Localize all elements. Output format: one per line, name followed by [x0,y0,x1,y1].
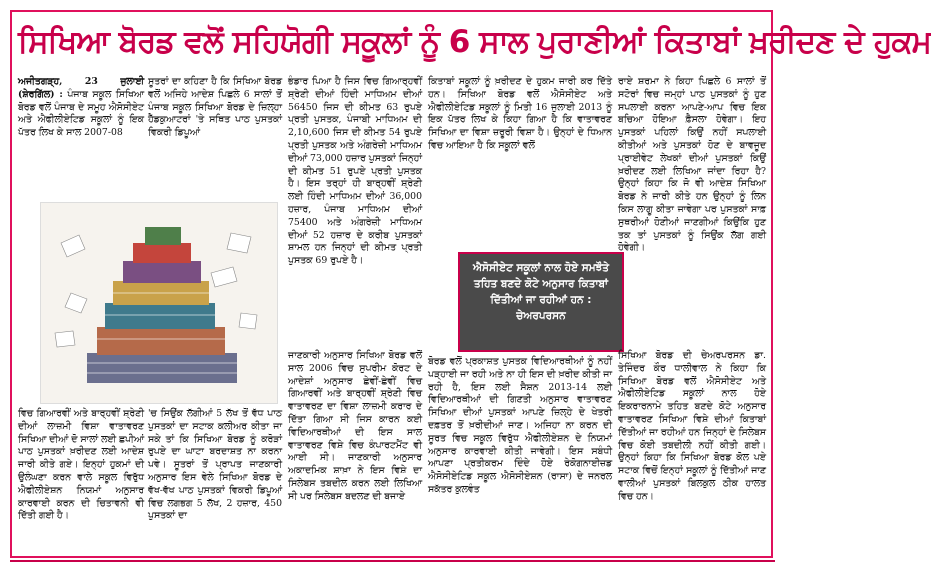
article-text: ਜਾਣਕਾਰੀ ਅਨੁਸਾਰ ਸਿਖਿਆ ਬੋਰਡ ਵਲੋਂ ਸਾਲ 2006 ਵਿਚ ਸੁਪਰੀਮ ਕੋਰਟ ਦੇ ਆਦੇਸ਼ਾਂ ਅਨੁਸਾਰ ਛੇਵੀਂ-ਛੇਵੀਂ ਵਿਚ ਗਿਆਰਵੀਂ ਅਤੇ ਬਾਰ੍ਹਵੀਂ ਸ਼੍ਰੇਣੀ ਵਿਚ ਵਾਤਾਵਰਣ ਦਾ ਵਿਸ਼ਾ ਲਾਜ਼ਮੀ ਕਰਾਰ ਦੇ ਦਿੱਤਾ ਗਿਆ ਸੀ ਜਿਸ ਕਾਰਨ ਕਈ ਵਿਦਿਆਰਥੀਆਂ ਦੀ ਇਸ ਸਾਲ ਵਾਤਾਵਰਣ ਵਿਸ਼ੇ ਵਿਚ ਕੰਪਾਰਟਮੈਂਟ ਵੀ ਆਈ ਸੀ। ਜਾਣਕਾਰੀ ਅਨੁਸਾਰ ਅਕਾਦਮਿਕ ਸ਼ਾਖ਼ਾ ਨੇ ਇਸ ਵਿਸ਼ੇ ਦਾ ਸਿਲੇਬਸ ਤਬਦੀਲ ਕਰਨ ਲਈ ਲਿਖਿਆ ਸੀ ਪਰ ਸਿਲੇਬਸ ਬਦਲਣ ਦੀ ਬਜਾਏ [288,350,422,502]
books-stack-image [41,203,277,403]
column-2-bottom [148,408,282,558]
article-text: ਰਾਏ ਸ਼ਰਮਾ ਨੇ ਕਿਹਾ ਪਿਛਲੇ 6 ਸਾਲਾਂ ਤੋਂ ਸਟੋਰਾਂ ਵਿਚ ਜਮ੍ਹਾਂ ਪਾਠ ਪੁਸਤਕਾਂ ਨੂੰ ਹੁਣ ਸਪਲਾਈ ਕਰਨਾ ਆਪਣੇ-ਆਪ ਵਿਚ ਇਕ ਬਚਿਆ ਹੋਇਆ ਫ਼ੈਸਲਾ ਹੋਵੇਗਾ। ਇਹ ਪੁਸਤਕਾਂ ਪਹਿਲਾਂ ਕਿਉਂ ਨਹੀਂ ਸਪਲਾਈ ਕੀਤੀਆਂ ਅਤੇ ਪੁਸਤਕਾਂ ਹੋਣ ਦੇ ਬਾਵਜੂਦ ਪ੍ਰਾਈਵੇਟ ਲੇਖਕਾਂ ਦੀਆਂ ਪੁਸਤਕਾਂ ਕਿਉਂ ਖ਼ਰੀਦਣ ਲਈ ਲਿਖਿਆ ਜਾਂਦਾ ਰਿਹਾ ਹੈ? ਉਨ੍ਹਾਂ ਕਿਹਾ ਕਿ ਜੋ ਵੀ ਆਦੇਸ਼ ਸਿਖਿਆ ਬੋਰਡ ਨੇ ਜਾਰੀ ਕੀਤੇ ਹਨ ਉਨ੍ਹਾਂ ਨੂੰ ਲਿਨ ਕਿਸ ਲਾਗੂ ਕੀਤਾ ਜਾਵੇਗਾ ਪਰ ਪੁਸਤਕਾਂ ਸਾਫ਼ ਸੁਥਰੀਆਂ ਹੋਣੀਆਂ ਜਾਣਗੀਆਂ ਕਿਉਂਕਿ ਹੁਣ ਤਕ ਤਾਂ ਪੁਸਤਕਾਂ ਨੂੰ ਸਿਉਂਕ ਲੱਗ ਗਈ ਹੋਵੇਗੀ। [618,76,766,254]
column-1-bottom [18,408,144,558]
pull-quote: ਐਸੋਸੀਏਟ ਸਕੂਲਾਂ ਨਾਲ ਹੋਏ ਸਮਝੌਤੇ ਤਹਿਤ ਬਣਦੇ ਕੋਟੇ ਅਨੁਸਾਰ ਕਿਤਾਬਾਂ ਦਿੱਤੀਆਂ ਜਾ ਰਹੀਆਂ ਹਨ : ਚੇਅਰਪਰਸਨ [458,252,624,352]
article-text: ਸੂਤਰਾਂ ਦਾ ਕਹਿਣਾ ਹੈ ਕਿ ਸਿਖਿਆ ਬੋਰਡ ਵਲੋਂ ਅਜਿਹੇ ਆਦੇਸ਼ ਪਿਛਲੇ 6 ਸਾਲਾਂ ਤੋਂ ਪੰਜਾਬ ਸਕੂਲ ਸਿਖਿਆ ਬੋਰਡ ਦੇ ਜ਼ਿਲ੍ਹਾ ਹੈੱਡਕੁਆਟਰਾਂ 'ਤੇ ਸਥਿਤ ਪਾਠ ਪੁਸਤਕਾਂ ਵਿਕਰੀ ਡਿਪੂਆਂ [148,76,282,139]
column-1-top [18,76,144,186]
article-text: ਸਿਖਿਆ ਬੋਰਡ ਦੀ ਚੇਅਰਪਰਸਨ ਡਾ. ਤੇਜਿੰਦਰ ਕੌਰ ਧਾਲੀਵਾਲ ਨੇ ਕਿਹਾ ਕਿ ਸਿਖਿਆ ਬੋਰਡ ਵਲੋਂ ਐਸੋਸੀਏਟ ਅਤੇ ਐਫੀਲੀਏਟਿਡ ਸਕੂਲਾਂ ਨਾਲ ਹੋਏ ਇਕਰਾਰਨਾਮੇ ਤਹਿਤ ਬਣਦੇ ਕੋਟੇ ਅਨੁਸਾਰ ਵਾਤਾਵਰਣ ਸਿਖਿਆ ਵਿਸ਼ੇ ਦੀਆਂ ਕਿਤਾਬਾਂ ਦਿੱਤੀਆਂ ਜਾ ਰਹੀਆਂ ਹਨ ਜਿਨ੍ਹਾਂ ਦੇ ਸਿਲੇਬਸ ਵਿਚ ਕੋਈ ਤਬਦੀਲੀ ਨਹੀਂ ਕੀਤੀ ਗਈ। ਉਨ੍ਹਾਂ ਕਿਹਾ ਕਿ ਸਿਖਿਆ ਬੋਰਡ ਕੋਲ ਪਏ ਸਟਾਕ ਵਿਚੋਂ ਇਨ੍ਹਾਂ ਸਕੂਲਾਂ ਨੂੰ ਦਿੱਤੀਆਂ ਜਾਣ ਵਾਲੀਆਂ ਪੁਸਤਕਾਂ ਬਿਲਕੁਲ ਠੀਕ ਹਾਲਤ ਵਿਚ ਹਨ। [618,350,766,502]
column-3-bottom [288,350,422,558]
column-4-top [428,76,612,246]
dateline: ਅਜੀਤਗੜ੍ਹ, 23 ਜੁਲਾਈ (ਸ਼ੇਰਗਿੱਲ) : [18,76,144,100]
bottom-rule [10,560,775,562]
books-stack-photo [40,202,278,404]
article-text: 'ਚ ਸਿਉਂਕ ਲੱਗੀਆਂ 5 ਲੱਖ ਤੋਂ ਵੱਧ ਪਾਠ ਪੁਸਤਕਾਂ ਦਾ ਸਟਾਕ ਕਲੀਅਰ ਕੀਤਾ ਜਾ ਸਕੇ ਤਾਂ ਕਿ ਸਿਖਿਆ ਬੋਰਡ ਨੂੰ ਕਰੋੜਾਂ ਰੁਪਏ ਦਾ ਘਾਟਾ ਬਰਦਾਸ਼ਤ ਨਾ ਕਰਨਾ ਪਵੇ। ਸੂਤਰਾਂ ਤੋਂ ਪ੍ਰਾਪਤ ਜਾਣਕਾਰੀ ਅਨੁਸਾਰ ਇਸ ਵੇਲੇ ਸਿਖਿਆ ਬੋਰਡ ਦੇ ਵੱਖ-ਵੱਖ ਪਾਠ ਪੁਸਤਕਾਂ ਵਿਕਰੀ ਡਿਪੂਆਂ ਵਿਚ ਲਗਭਗ 5 ਲੱਖ, 2 ਹਜ਼ਾਰ, 450 ਪੁਸਤਕਾਂ ਦਾ [148,408,282,522]
article-text: ਭੰਡਾਰ ਪਿਆ ਹੈ ਜਿਸ ਵਿਚ ਗਿਆਰ੍ਹਵੀਂ ਸ਼੍ਰੇਣੀ ਦੀਆਂ ਹਿੰਦੀ ਮਾਧਿਅਮ ਦੀਆਂ 56450 ਜਿਸ ਦੀ ਕੀਮਤ 63 ਰੁਪਏ ਪ੍ਰਤੀ ਪੁਸਤਕ, ਪੰਜਾਬੀ ਮਾਧਿਅਮ ਦੀ 2,10,600 ਜਿਸ ਦੀ ਕੀਮਤ 54 ਰੁਪਏ ਪ੍ਰਤੀ ਪੁਸਤਕ ਅਤੇ ਅੰਗਰੇਜ਼ੀ ਮਾਧਿਅਮ ਦੀਆਂ 73,000 ਹਜ਼ਾਰ ਪੁਸਤਕਾਂ ਜਿਨ੍ਹਾਂ ਦੀ ਕੀਮਤ 51 ਰੁਪਏ ਪ੍ਰਤੀ ਪੁਸਤਕ ਹੈ। ਇਸ ਤਰ੍ਹਾਂ ਹੀ ਬਾਰ੍ਹਵੀਂ ਸ਼੍ਰੇਣੀ ਲਈ ਹਿੰਦੀ ਮਾਧਿਅਮ ਦੀਆਂ 36,000 ਹਜ਼ਾਰ, ਪੰਜਾਬ ਮਾਧਿਅਮ ਦੀਆਂ 75400 ਅਤੇ ਅੰਗਰੇਜ਼ੀ ਮਾਧਿਅਮ ਦੀਆਂ 52 ਹਜ਼ਾਰ ਦੇ ਕਰੀਬ ਪੁਸਤਕਾਂ ਸ਼ਾਮਲ ਹਨ ਜਿਨ੍ਹਾਂ ਦੀ ਕੀਮਤ ਪ੍ਰਤੀ ਪੁਸਤਕ 69 ਰੁਪਏ ਹੈ। [288,76,422,267]
article-text: ਪੰਜਾਬ ਸਕੂਲ ਸਿਖਿਆ ਬੋਰਡ ਵਲੋਂ ਪੰਜਾਬ ਦੇ ਸਮੂਹ ਐਸੋਸੀਏਟ ਅਤੇ ਐਫੀਲੀਏਟਿਡ ਸਕੂਲਾਂ ਨੂੰ ਇਕ ਪੱਤਰ ਲਿਖ ਕੇ ਸਾਲ 2007-08 [18,88,144,139]
column-5-bottom [618,350,766,558]
article-frame [10,10,931,558]
headline: ਸਿਖਿਆ ਬੋਰਡ ਵਲੋਂ ਸਹਿਯੋਗੀ ਸਕੂਲਾਂ ਨੂੰ 6 ਸਾਲ ਪੁਰਾਣੀਆਂ ਕਿਤਾਬਾਂ ਖ਼ਰੀਦਣ ਦੇ ਹੁਕਮ [18,24,931,60]
column-4-bottom [428,356,612,558]
column-2-top [148,76,282,186]
article-text: ਬੋਰਡ ਵਲੋਂ ਪ੍ਰਕਾਸ਼ਤ ਪੁਸਤਕ ਵਿਦਿਆਰਥੀਆਂ ਨੂੰ ਨਹੀਂ ਪੜ੍ਹਾਈ ਜਾ ਰਹੀ ਅਤੇ ਨਾ ਹੀ ਇਸ ਦੀ ਖ਼ਰੀਦ ਕੀਤੀ ਜਾ ਰਹੀ ਹੈ, ਇਸ ਲਈ ਸੈਸ਼ਨ 2013-14 ਲਈ ਵਿਦਿਆਰਥੀਆਂ ਦੀ ਗਿਣਤੀ ਅਨੁਸਾਰ ਵਾਤਾਵਰਣ ਸਿਖਿਆ ਦੀਆਂ ਪੁਸਤਕਾਂ ਆਪਣੇ ਜ਼ਿਲ੍ਹੇ ਦੇ ਖੇਤਰੀ ਦਫ਼ਤਰ ਤੋਂ ਖ਼ਰੀਦੀਆਂ ਜਾਣ। ਅਜਿਹਾ ਨਾ ਕਰਨ ਦੀ ਸੂਰਤ ਵਿਚ ਸਕੂਲ ਵਿਰੁੱਧ ਐਫੀਲੀਏਸ਼ਨ ਦੇ ਨਿਯਮਾਂ ਅਨੁਸਾਰ ਕਾਰਵਾਈ ਕੀਤੀ ਜਾਵੇਗੀ। ਇਸ ਸਬੰਧੀ ਆਪਣਾ ਪ੍ਰਤੀਕਰਮ ਦਿੰਦੇ ਹੋਏ ਰੇਕੋਗਨਾਈਜ਼ਡ ਐਸੋਸੀਏਟਿਡ ਸਕੂਲ ਐਸੋਸੀਏਸ਼ਨ (ਰਾਸਾ) ਦੇ ਜਨਰਲ ਸਕੱਤਰ ਕੁਲਵੰਤ [428,356,612,495]
article-text: ਕਿਤਾਬਾਂ ਸਕੂਲਾਂ ਨੂੰ ਖ਼ਰੀਦਣ ਦੇ ਹੁਕਮ ਜਾਰੀ ਕਰ ਦਿੱਤੇ ਹਨ। ਸਿਖਿਆ ਬੋਰਡ ਵਲੋਂ ਐਸੋਸੀਏਟ ਅਤੇ ਐਫੀਲੀਏਟਿਡ ਸਕੂਲਾਂ ਨੂੰ ਮਿਤੀ 16 ਜੁਲਾਈ 2013 ਨੂੰ ਇਕ ਪੱਤਰ ਲਿਖ ਕੇ ਕਿਹਾ ਗਿਆ ਹੈ ਕਿ ਵਾਤਾਵਰਣ ਸਿਖਿਆ ਦਾ ਵਿਸ਼ਾ ਜ਼ਰੂਰੀ ਵਿਸ਼ਾ ਹੈ। ਉਨ੍ਹਾਂ ਦੇ ਧਿਆਨ ਵਿਚ ਆਇਆ ਹੈ ਕਿ ਸਕੂਲਾਂ ਵਲੋਂ [428,76,612,151]
column-3-top [288,76,422,346]
column-5-top [618,76,766,346]
article-text: ਵਿਚ ਗਿਆਰਵੀਂ ਅਤੇ ਬਾਰ੍ਹਵੀਂ ਸ਼੍ਰੇਣੀ ਦੀਆਂ ਲਾਜ਼ਮੀ ਵਿਸ਼ਾ ਵਾਤਾਵਰਣ ਸਿਖਿਆ ਦੀਆਂ ਦੋ ਸਾਲਾਂ ਲਈ ਛਪੀਆਂ ਪਾਠ ਪੁਸਤਕਾਂ ਖ਼ਰੀਦਣ ਲਈ ਆਦੇਸ਼ ਜਾਰੀ ਕੀਤੇ ਗਏ। ਇਨ੍ਹਾਂ ਹੁਕਮਾਂ ਦੀ ਉਲੰਘਣਾ ਕਰਨ ਵਾਲੇ ਸਕੂਲ ਵਿਰੁੱਧ ਐਫੀਲੀਏਸ਼ਨ ਨਿਯਮਾਂ ਅਨੁਸਾਰ ਕਾਰਵਾਈ ਕਰਨ ਦੀ ਚਿਤਾਵਨੀ ਵੀ ਦਿੱਤੀ ਗਈ ਹੈ। [18,408,144,522]
